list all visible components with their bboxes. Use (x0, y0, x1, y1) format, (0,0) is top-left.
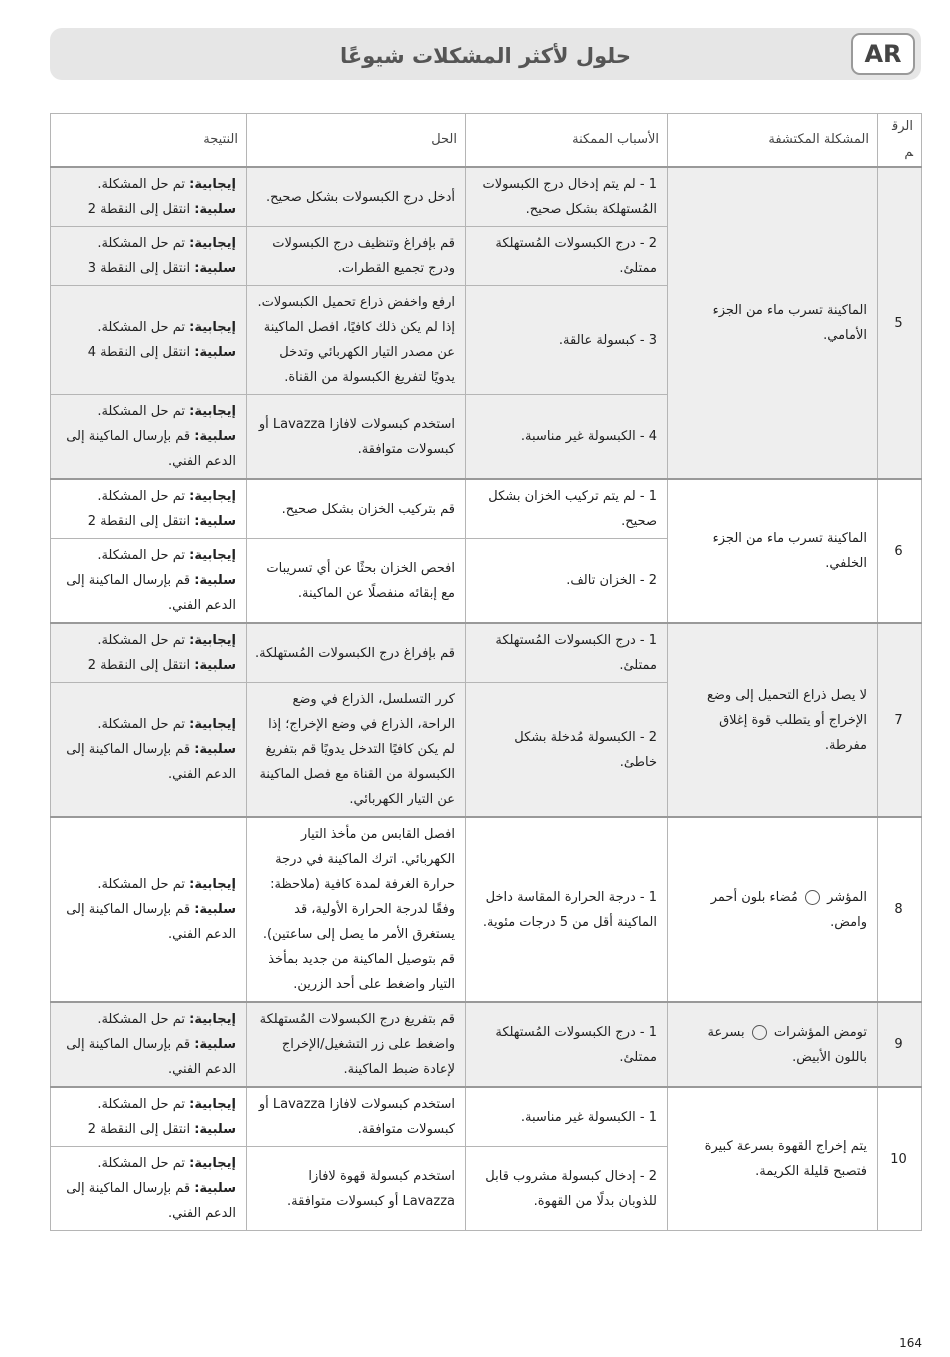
page-number: 164 (899, 1336, 922, 1350)
cause-cell: 1 - درجة الحرارة المقاسة داخل الماكينة أقل من 5 درجات مئوية. (466, 817, 668, 1002)
negative-label: سلبية: (194, 345, 236, 360)
result-cell (51, 1087, 247, 1147)
problem-number: 10 (878, 1087, 922, 1231)
negative-text: انتقل إلى النقطة 2 (87, 514, 195, 529)
negative-text: قم بإرسال الماكينة إلى الدعم الفني. (66, 573, 236, 613)
negative-label: سلبية: (194, 514, 236, 529)
negative-text: انتقل إلى النقطة 2 (87, 202, 195, 217)
positive-label: إيجابية: (189, 877, 236, 892)
result-positive (59, 484, 236, 509)
positive-text: تم حل المشكلة. (97, 1097, 190, 1112)
result-cell (51, 479, 247, 539)
result-cell (51, 623, 247, 683)
result-negative (59, 737, 236, 787)
problem-description: الماكينة تسرب ماء من الجزء الأمامي. (668, 167, 878, 479)
problem-text-pre: المؤشر (827, 889, 867, 905)
negative-text: قم بإرسال الماكينة إلى الدعم الفني. (66, 742, 236, 782)
positive-text: تم حل المشكلة. (97, 320, 190, 335)
positive-label: إيجابية: (189, 1012, 236, 1027)
positive-label: إيجابية: (189, 236, 236, 251)
result-cell (51, 683, 247, 818)
result-cell (51, 227, 247, 286)
positive-label: إيجابية: (189, 320, 236, 335)
cause-cell: 2 - إدخال كبسولة مشروب قابل للذوبان بدلًا من القهوة. (466, 1147, 668, 1231)
result-negative (59, 197, 236, 222)
solution-cell: استخدم كبسولات لافازا Lavazza أو كبسولات متوافقة. (247, 1087, 466, 1147)
result-cell (51, 395, 247, 480)
header-result: النتيجة (51, 114, 247, 168)
cause-cell: 2 - درج الكبسولات المُستهلكة ممتلئ. (466, 227, 668, 286)
positive-text: تم حل المشكلة. (97, 1012, 190, 1027)
cause-cell: 1 - درج الكبسولات المُستهلكة ممتلئ. (466, 623, 668, 683)
problem-description: يتم إخراج القهوة بسرعة كبيرة فتصبح قليلة الكريمة. (668, 1087, 878, 1231)
result-cell (51, 1002, 247, 1087)
negative-label: سلبية: (194, 742, 236, 757)
negative-text: قم بإرسال الماكينة إلى الدعم الفني. (66, 1037, 236, 1077)
table-row (51, 479, 922, 539)
positive-text: تم حل المشكلة. (97, 717, 190, 732)
positive-text: تم حل المشكلة. (97, 548, 190, 563)
table-header-row (51, 114, 922, 168)
problem-number: 5 (878, 167, 922, 479)
indicator-light-icon (752, 1025, 767, 1040)
table-row (51, 623, 922, 683)
result-cell (51, 539, 247, 624)
problem-description: الماكينة تسرب ماء من الجزء الخلفي. (668, 479, 878, 623)
result-positive (59, 1151, 236, 1176)
positive-label: إيجابية: (189, 1097, 236, 1112)
problem-description (668, 817, 878, 1002)
result-negative (59, 340, 236, 365)
negative-label: سلبية: (194, 1037, 236, 1052)
cause-cell: 1 - لم يتم تركيب الخزان بشكل صحيح. (466, 479, 668, 539)
cause-cell: 1 - درج الكبسولات المُستهلكة ممتلئ. (466, 1002, 668, 1087)
result-positive (59, 315, 236, 340)
problem-text-post: مُضاء بلون أحمر وامض. (710, 889, 867, 930)
problem-number: 6 (878, 479, 922, 623)
result-positive (59, 399, 236, 424)
solution-cell: افحص الخزان بحثًا عن أي تسريبات مع إبقائه منفصلًا عن الماكينة. (247, 539, 466, 624)
positive-label: إيجابية: (189, 1156, 236, 1171)
result-negative (59, 568, 236, 618)
solution-cell: كرر التسلسل، الذراع في وضع الراحة، الذراع في وضع الإخراج؛ إذا لم يكن كافيًا التدخل يدويًا قم بتفريغ الكبسولة من القناة مع فصل الماكينة عن التيار الكهربائي. (247, 683, 466, 818)
positive-text: تم حل المشكلة. (97, 877, 190, 892)
result-positive (59, 1007, 236, 1032)
page-header (50, 28, 921, 80)
problem-number: 8 (878, 817, 922, 1002)
negative-text: انتقل إلى النقطة 4 (87, 345, 195, 360)
positive-label: إيجابية: (189, 633, 236, 648)
result-negative (59, 424, 236, 474)
solution-cell: استخدم كبسولات لافازا Lavazza أو كبسولات متوافقة. (247, 395, 466, 480)
positive-text: تم حل المشكلة. (97, 236, 190, 251)
table-row (51, 1087, 922, 1147)
solution-cell: قم بإفراغ وتنظيف درج الكبسولات ودرج تجميع القطرات. (247, 227, 466, 286)
result-negative (59, 1117, 236, 1142)
positive-label: إيجابية: (189, 717, 236, 732)
result-negative (59, 653, 236, 678)
result-negative (59, 256, 236, 281)
problem-number: 9 (878, 1002, 922, 1087)
cause-cell: 1 - الكبسولة غير مناسبة. (466, 1087, 668, 1147)
result-positive (59, 712, 236, 737)
cause-cell: 3 - كبسولة عالقة. (466, 286, 668, 395)
positive-text: تم حل المشكلة. (97, 1156, 190, 1171)
negative-text: انتقل إلى النقطة 2 (87, 658, 195, 673)
language-badge: AR (851, 33, 915, 75)
negative-label: سلبية: (194, 902, 236, 917)
solution-cell: أدخل درج الكبسولات بشكل صحيح. (247, 167, 466, 227)
positive-label: إيجابية: (189, 489, 236, 504)
problem-group-10 (51, 1087, 922, 1231)
header-problem: المشكلة المكتشفة (668, 114, 878, 168)
troubleshooting-table (50, 113, 922, 1231)
header-causes: الأسباب الممكنة (466, 114, 668, 168)
solution-cell: افصل القابس من مأخذ التيار الكهربائي. اترك الماكينة في درجة حرارة الغرفة لمدة كافية (ملاحظة: وفقًا لدرجة الحرارة الأولية، قد يستغرق الأمر ما يصل إلى ساعتين). قم بتوصيل الماكينة من جديد بمأخذ التيار واضغط على أحد الزرين. (247, 817, 466, 1002)
negative-text: قم بإرسال الماكينة إلى الدعم الفني. (66, 429, 236, 469)
problem-group-6 (51, 479, 922, 623)
result-cell (51, 286, 247, 395)
solution-cell: قم بإفراغ درج الكبسولات المُستهلكة. (247, 623, 466, 683)
result-negative (59, 509, 236, 534)
solution-cell: ارفع واخفض ذراع تحميل الكبسولات. إذا لم يكن ذلك كافيًا، افصل الماكينة عن مصدر التيار الكهربائي وتدخل يدويًا لتفريغ الكبسولة من القناة. (247, 286, 466, 395)
negative-label: سلبية: (194, 573, 236, 588)
result-cell (51, 1147, 247, 1231)
table-row (51, 167, 922, 227)
solution-cell: قم بتفريغ درج الكبسولات المُستهلكة واضغط على زر التشغيل/الإخراج لإعادة ضبط الماكينة. (247, 1002, 466, 1087)
problem-text-pre: تومض المؤشرات (773, 1024, 867, 1040)
positive-text: تم حل المشكلة. (97, 177, 190, 192)
negative-label: سلبية: (194, 429, 236, 444)
positive-text: تم حل المشكلة. (97, 489, 190, 504)
negative-text: انتقل إلى النقطة 3 (87, 261, 195, 276)
result-positive (59, 628, 236, 653)
problem-group-5 (51, 167, 922, 479)
cause-cell: 2 - الكبسولة مُدخلة بشكل خاطئ. (466, 683, 668, 818)
result-positive (59, 543, 236, 568)
positive-text: تم حل المشكلة. (97, 633, 190, 648)
negative-label: سلبية: (194, 261, 236, 276)
result-positive (59, 872, 236, 897)
header-solution: الحل (247, 114, 466, 168)
indicator-light-icon (805, 890, 820, 905)
positive-text: تم حل المشكلة. (97, 404, 190, 419)
result-cell (51, 167, 247, 227)
solution-cell: قم بتركيب الخزان بشكل صحيح. (247, 479, 466, 539)
result-negative (59, 1032, 236, 1082)
solution-cell: استخدم كبسولة قهوة لافازا Lavazza أو كبسولات متوافقة. (247, 1147, 466, 1231)
positive-label: إيجابية: (189, 548, 236, 563)
result-positive (59, 231, 236, 256)
positive-label: إيجابية: (189, 404, 236, 419)
cause-cell: 2 - الخزان تالف. (466, 539, 668, 624)
problem-description: لا يصل ذراع التحميل إلى وضع الإخراج أو يتطلب قوة إغلاق مفرطة. (668, 623, 878, 817)
result-positive (59, 172, 236, 197)
problem-number: 7 (878, 623, 922, 817)
header-num: الرقم (878, 114, 922, 168)
table-row (51, 1002, 922, 1087)
negative-label: سلبية: (194, 658, 236, 673)
cause-cell: 4 - الكبسولة غير مناسبة. (466, 395, 668, 480)
problem-group-7 (51, 623, 922, 817)
result-cell (51, 817, 247, 1002)
result-positive (59, 1092, 236, 1117)
cause-cell: 1 - لم يتم إدخال درج الكبسولات المُستهلكة بشكل صحيح. (466, 167, 668, 227)
problem-description (668, 1002, 878, 1087)
negative-label: سلبية: (194, 1181, 236, 1196)
negative-label: سلبية: (194, 202, 236, 217)
positive-label: إيجابية: (189, 177, 236, 192)
table-row (51, 817, 922, 1002)
page-title: حلول لأكثر المشكلات شيوعًا (340, 44, 631, 68)
negative-text: قم بإرسال الماكينة إلى الدعم الفني. (66, 902, 236, 942)
result-negative (59, 1176, 236, 1226)
problem-group-8 (51, 817, 922, 1002)
negative-text: قم بإرسال الماكينة إلى الدعم الفني. (66, 1181, 236, 1221)
problem-group-9 (51, 1002, 922, 1087)
problem-text-post: بسرعة باللون الأبيض. (707, 1024, 867, 1065)
negative-text: انتقل إلى النقطة 2 (87, 1122, 195, 1137)
negative-label: سلبية: (194, 1122, 236, 1137)
result-negative (59, 897, 236, 947)
